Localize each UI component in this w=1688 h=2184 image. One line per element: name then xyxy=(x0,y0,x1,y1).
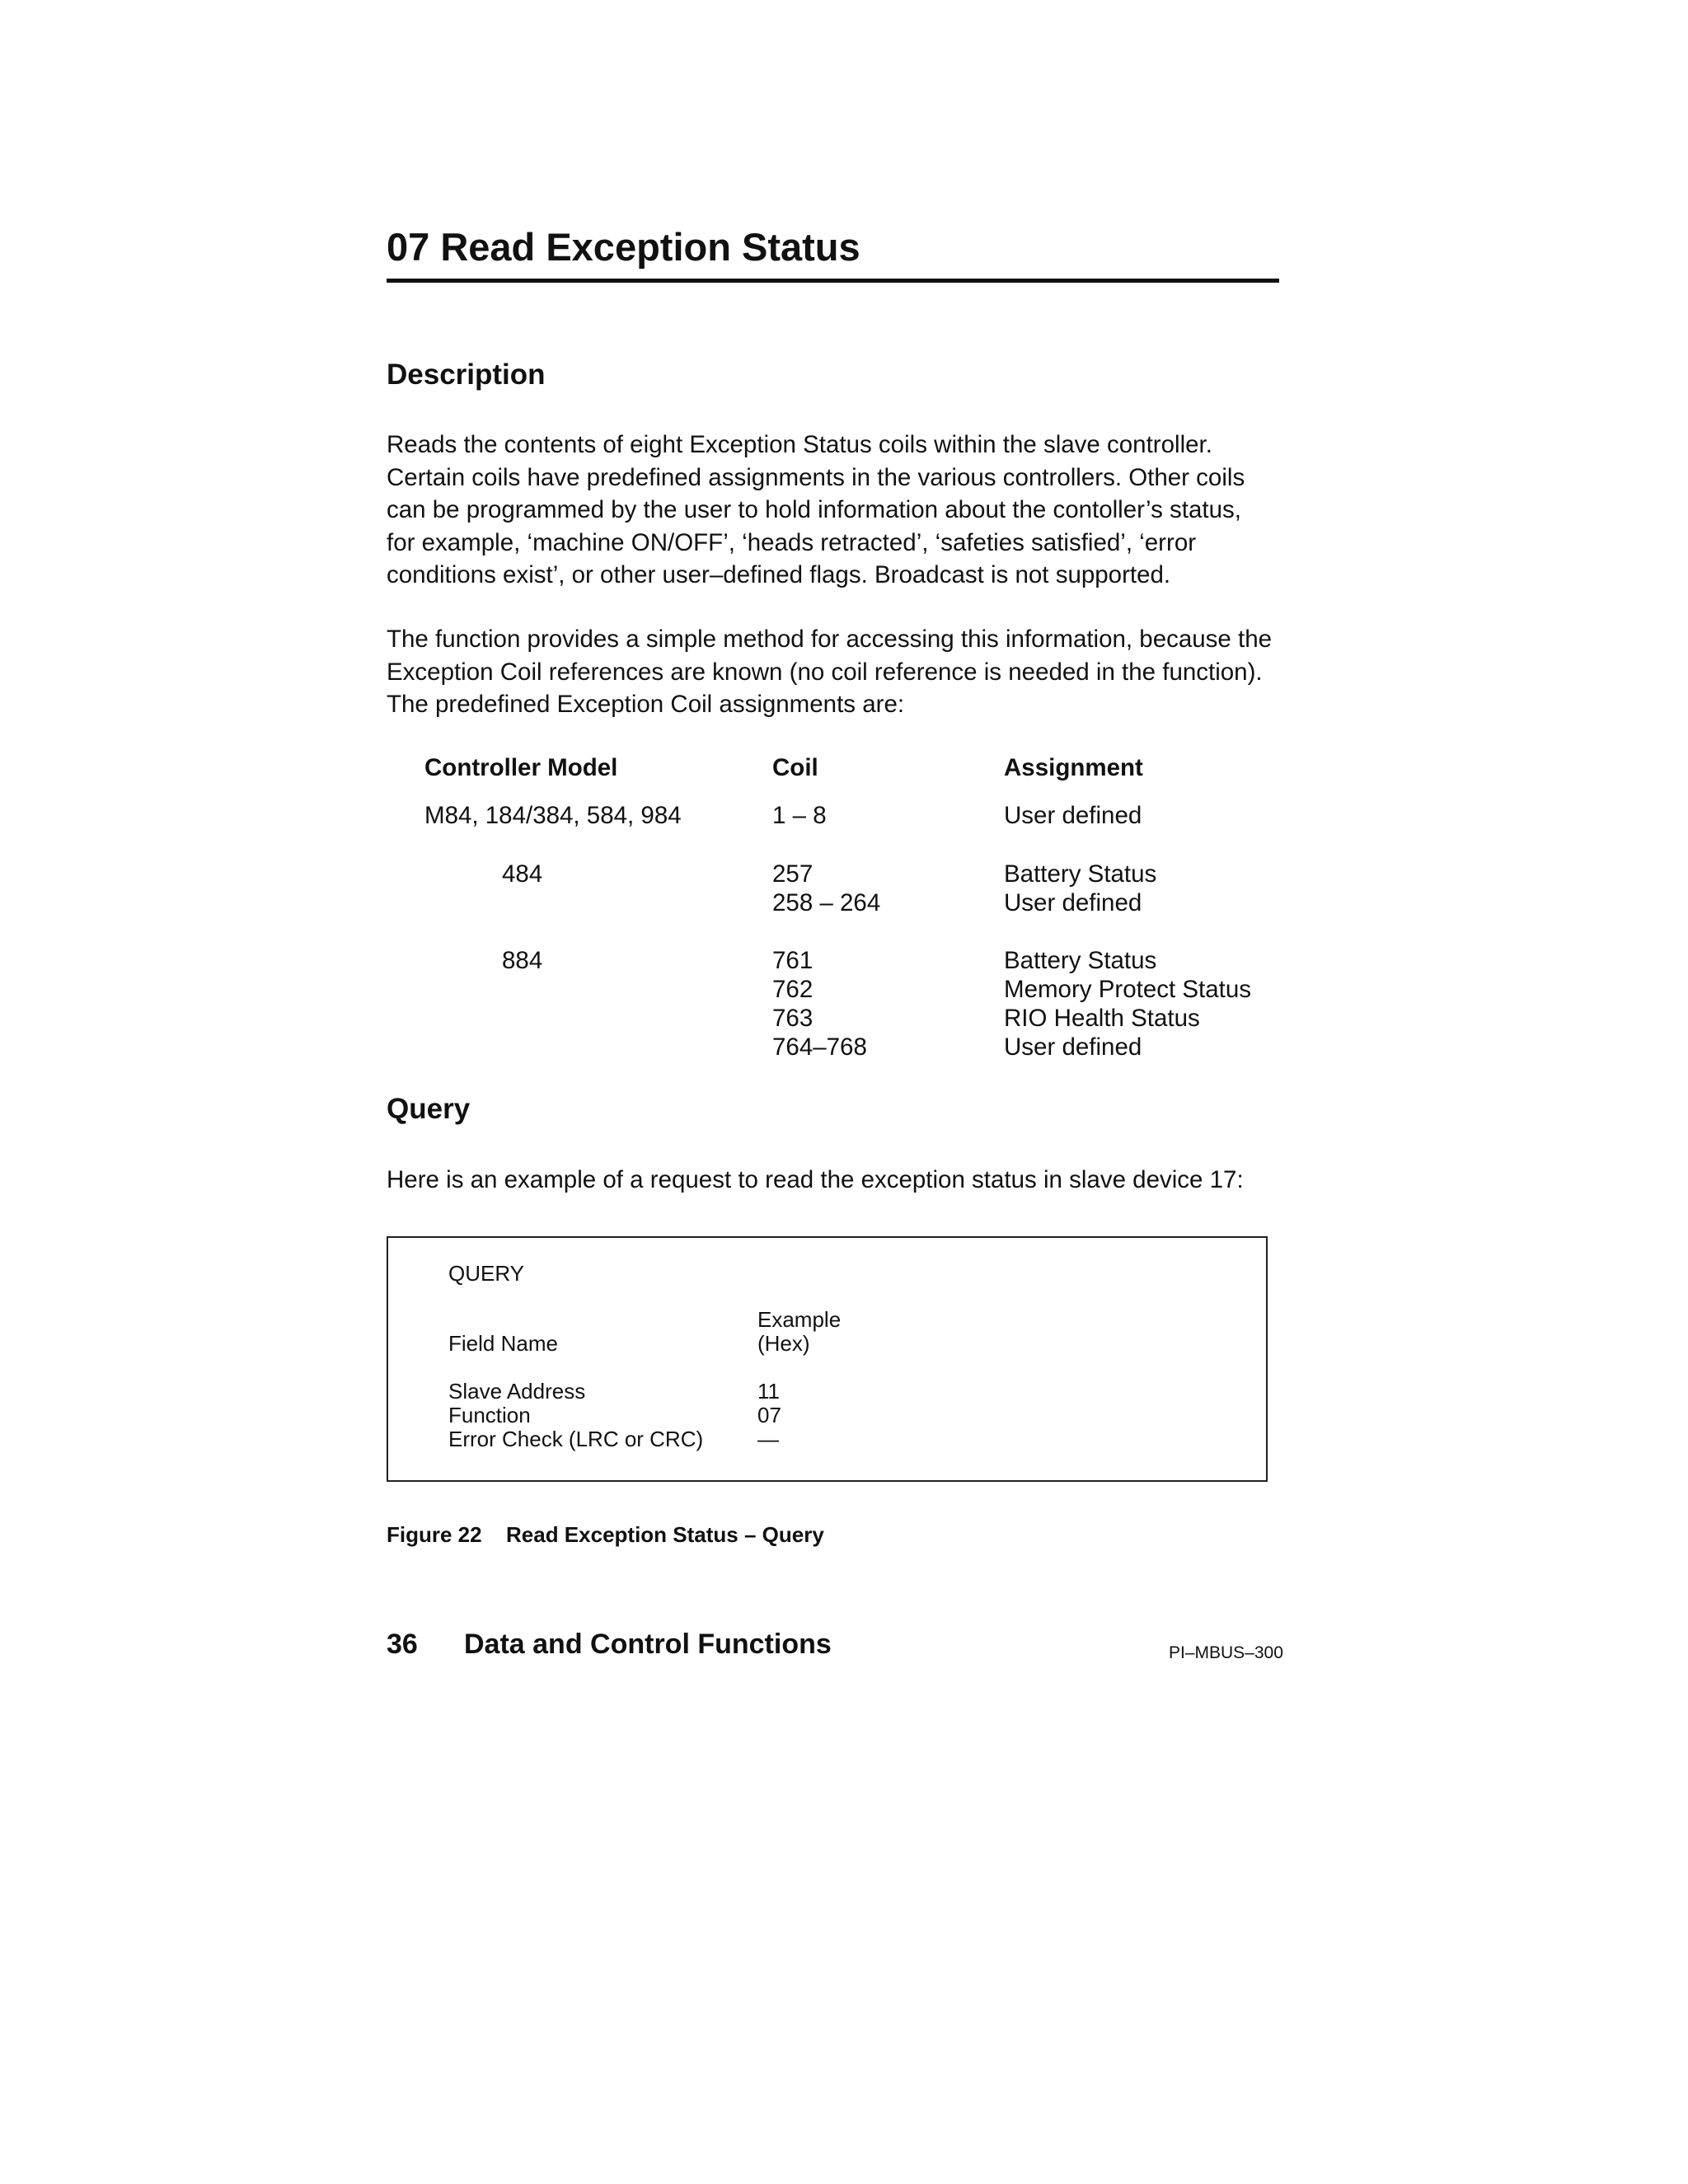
field-name-cell: Slave Address xyxy=(448,1379,586,1404)
table-cell-coil: 764–768 xyxy=(772,1033,867,1061)
table-cell-assignment: User defined xyxy=(1004,889,1142,916)
example-column-header-line-2: (Hex) xyxy=(757,1331,810,1356)
description-heading: Description xyxy=(387,359,546,391)
table-cell-assignment: Battery Status xyxy=(1004,860,1157,888)
table-cell-coil: 761 xyxy=(772,947,814,974)
text-line: Certain coils have predefined assignments in the various controllers. Other coils xyxy=(387,463,1245,491)
field-name-cell: Error Check (LRC or CRC) xyxy=(448,1427,704,1451)
description-paragraph-2 xyxy=(387,623,1293,721)
query-intro xyxy=(387,1164,1293,1197)
table-cell-assignment: RIO Health Status xyxy=(1004,1005,1200,1032)
page-number: 36 xyxy=(387,1629,418,1660)
table-cell-coil: 257 xyxy=(772,860,814,888)
table-cell-coil: 763 xyxy=(772,1005,814,1032)
text-line: Exception Coil references are known (no coil reference is needed in the function). xyxy=(387,658,1263,686)
text-line: The function provides a simple method for accessing this information, because the xyxy=(387,626,1273,653)
text-line: The predefined Exception Coil assignments are: xyxy=(387,691,905,718)
field-value-cell: — xyxy=(757,1427,779,1451)
footer-document-id: PI–MBUS–300 xyxy=(1169,1643,1283,1662)
figure-number: Figure 22 xyxy=(387,1522,482,1547)
footer-section-title: Data and Control Functions xyxy=(464,1629,832,1660)
figure-caption xyxy=(387,1522,824,1548)
column-header-controller-model: Controller Model xyxy=(424,754,618,781)
table-cell-model: M84, 184/384, 584, 984 xyxy=(424,802,682,829)
text-line: Here is an example of a request to read the exception status in slave device 17: xyxy=(387,1166,1244,1193)
field-value-cell: 11 xyxy=(757,1379,780,1404)
table-cell-assignment: User defined xyxy=(1004,1033,1142,1061)
table-cell-model: 884 xyxy=(502,947,543,974)
text-line: conditions exist’, or other user–defined flags. Broadcast is not supported. xyxy=(387,561,1171,588)
query-figure-box xyxy=(387,1236,1268,1482)
text-line: can be programmed by the user to hold information about the contoller’s status, xyxy=(387,496,1241,523)
example-column-header-line-1: Example xyxy=(757,1307,842,1332)
field-value-cell: 07 xyxy=(757,1403,781,1427)
text-line: for example, ‘machine ON/OFF’, ‘heads retracted’, ‘safeties satisfied’, ‘error xyxy=(387,528,1197,556)
query-heading: Query xyxy=(387,1093,471,1125)
table-cell-coil: 258 – 264 xyxy=(772,889,881,916)
column-header-assignment: Assignment xyxy=(1004,754,1143,781)
query-box-title: QUERY xyxy=(448,1261,524,1286)
page-title: 07 Read Exception Status xyxy=(387,221,1279,283)
table-cell-assignment: Memory Protect Status xyxy=(1004,976,1252,1003)
column-header-coil: Coil xyxy=(772,754,818,781)
figure-caption-text: Read Exception Status – Query xyxy=(506,1522,824,1547)
table-cell-coil: 762 xyxy=(772,976,814,1003)
description-paragraph-1 xyxy=(387,429,1293,592)
text-line: Reads the contents of eight Exception Status coils within the slave controller. xyxy=(387,431,1212,458)
table-cell-assignment: Battery Status xyxy=(1004,947,1157,974)
table-cell-model: 484 xyxy=(502,860,543,888)
field-name-cell: Function xyxy=(448,1403,531,1427)
table-cell-assignment: User defined xyxy=(1004,802,1142,829)
table-cell-coil: 1 – 8 xyxy=(772,802,827,829)
field-name-column-header: Field Name xyxy=(448,1331,558,1356)
